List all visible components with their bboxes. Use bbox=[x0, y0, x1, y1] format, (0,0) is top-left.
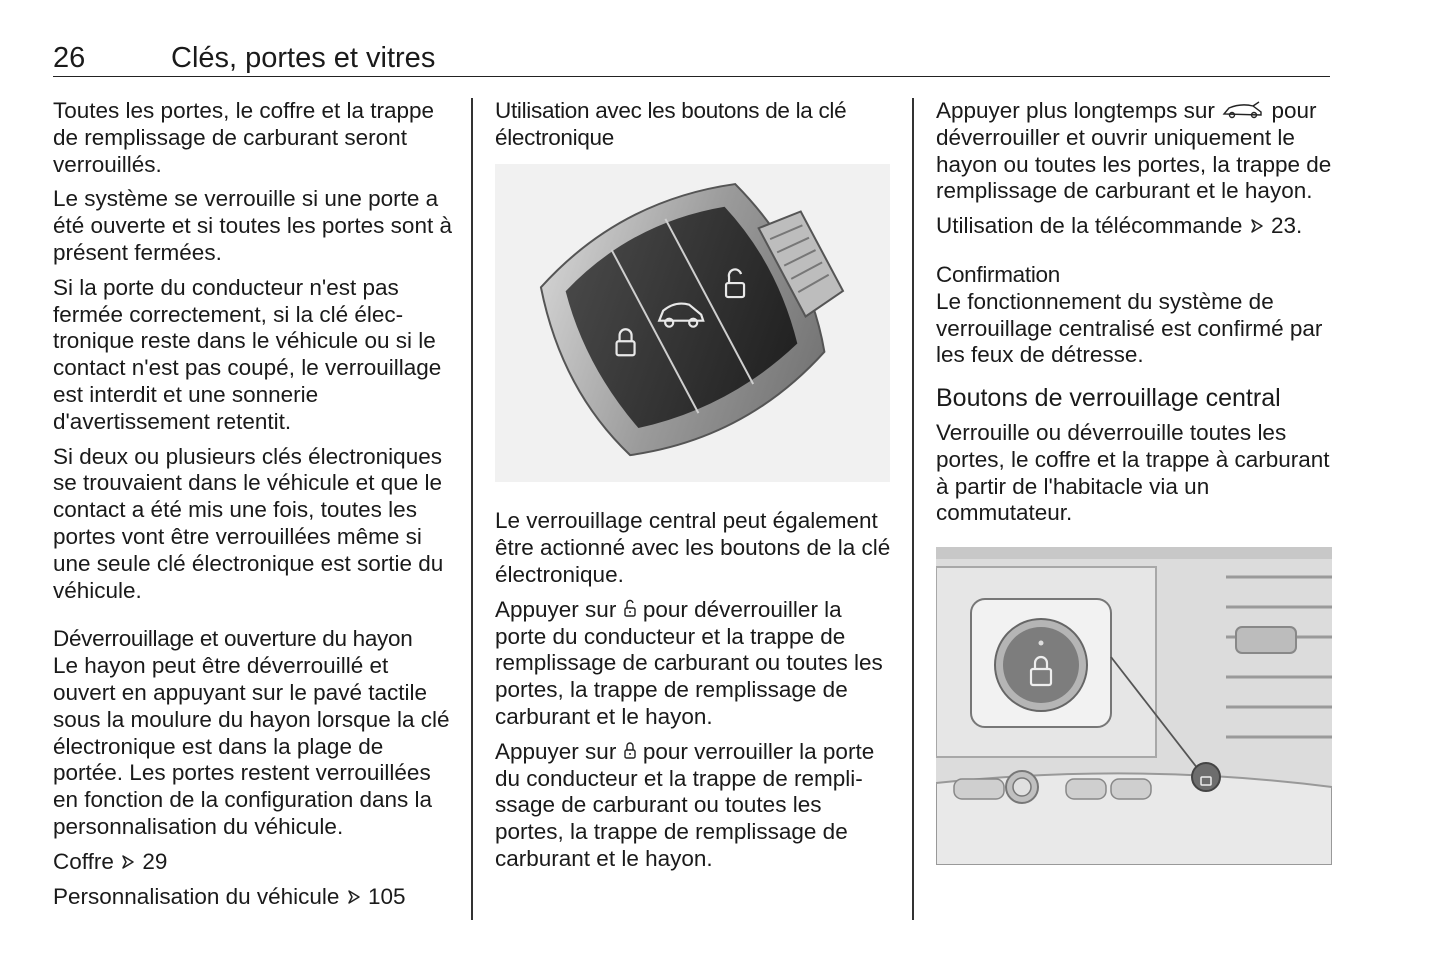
section-heading-cle: Utilisation avec les boutons de la clé électronique bbox=[495, 98, 847, 150]
section-heading-boutons: Boutons de verrouillage central bbox=[936, 384, 1281, 413]
central-lock-button-illustration bbox=[936, 547, 1332, 865]
page-header bbox=[53, 40, 1330, 77]
arrow-reference-icon bbox=[346, 889, 362, 905]
cross-reference-telecommande[interactable] bbox=[936, 213, 1336, 240]
column-3 bbox=[936, 98, 1336, 872]
paragraph-lock bbox=[495, 739, 895, 873]
section-heading-confirmation: Confirmation bbox=[936, 261, 1060, 287]
ref-text: Personnalisation du véhicule bbox=[53, 883, 340, 909]
paragraph: Le système se verrouille si une porte a été ouverte et si toutes les portes sont à présent fermées. bbox=[53, 186, 452, 265]
section-heading-hayon: Déverrouillage et ouverture du hayon bbox=[53, 626, 413, 652]
ref-page: 23. bbox=[1270, 213, 1303, 239]
page-title: Clés, portes et vitres bbox=[171, 42, 436, 74]
paragraph: Si la porte du conducteur n'est pas fermée correctement, si la clé électronique reste dans le véhicule ou si le contact n'est pas coupé, le verrouillage est interdit et une sonnerie d'avertissement retentit. bbox=[53, 274, 442, 434]
text-run: Appuyer sur bbox=[495, 596, 617, 622]
paragraph: Verrouille ou déverrouille toutes les portes, le coffre et la trappe à carburant à partir de l'habitacle via un commutateur. bbox=[936, 419, 1330, 526]
cross-reference-personnalisation[interactable] bbox=[53, 884, 453, 911]
lock-icon bbox=[623, 741, 637, 761]
paragraph-tailgate bbox=[936, 98, 1336, 205]
unlock-icon bbox=[623, 599, 637, 619]
text-run: pour verrouiller la porte du conducteur et la trappe de remplissage de carburant ou toutes les portes, la trappe de remplissage de carburant et le hayon. bbox=[495, 738, 875, 871]
cross-reference-coffre[interactable] bbox=[53, 849, 453, 876]
arrow-reference-icon bbox=[1249, 218, 1265, 234]
ref-page: 29 bbox=[142, 848, 168, 874]
paragraph: Si deux ou plusieurs clés électroniques se trouvaient dans le véhicule et que le contact a été mis une fois, toutes les portes vont être verrouillées même si une seule clé électronique est sortie du véhicule. bbox=[53, 443, 444, 603]
paragraph: Le verrouillage central peut également être actionné avec les boutons de la clé électronique. bbox=[495, 508, 891, 587]
text-run: pour déverrouiller et ouvrir uniquement le hayon ou toutes les portes, la trappe de remplissage de carburant et le hayon. bbox=[936, 98, 1332, 204]
column-divider bbox=[471, 98, 473, 920]
column-1 bbox=[53, 98, 453, 918]
column-divider bbox=[912, 98, 914, 920]
text-run: Appuyer plus longtemps sur bbox=[936, 98, 1215, 123]
arrow-reference-icon bbox=[120, 854, 136, 870]
text-run: pour déverrouiller la porte du conducteur et la trappe de remplissage de carburant ou toutes les portes, la trappe de remplissage de carburant et le hayon. bbox=[495, 596, 883, 729]
paragraph: Le hayon peut être déverrouillé et ouvert en appuyant sur le pavé tactile sous la moulure du hayon lorsque la clé électronique est dans la plage de portée. Les portes restent verrouillées en fonction de la configuration dans la personnalisation du véhicule. bbox=[53, 653, 450, 839]
text-run: Appuyer sur bbox=[495, 738, 617, 764]
paragraph: Le fonctionnement du système de verrouillage centralisé est confirmé par les feux de détresse. bbox=[936, 288, 1323, 368]
tailgate-car-icon bbox=[1221, 100, 1265, 120]
electronic-key-illustration bbox=[495, 164, 890, 482]
column-2 bbox=[495, 98, 895, 881]
page-number: 26 bbox=[53, 42, 86, 74]
paragraph: Toutes les portes, le coffre et la trappe de remplissage de carburant seront verrouillés. bbox=[53, 98, 435, 177]
ref-text: Utilisation de la télécommande bbox=[936, 213, 1243, 239]
ref-page: 105 bbox=[367, 883, 406, 909]
ref-text: Coffre bbox=[53, 848, 114, 874]
paragraph-unlock bbox=[495, 597, 895, 731]
